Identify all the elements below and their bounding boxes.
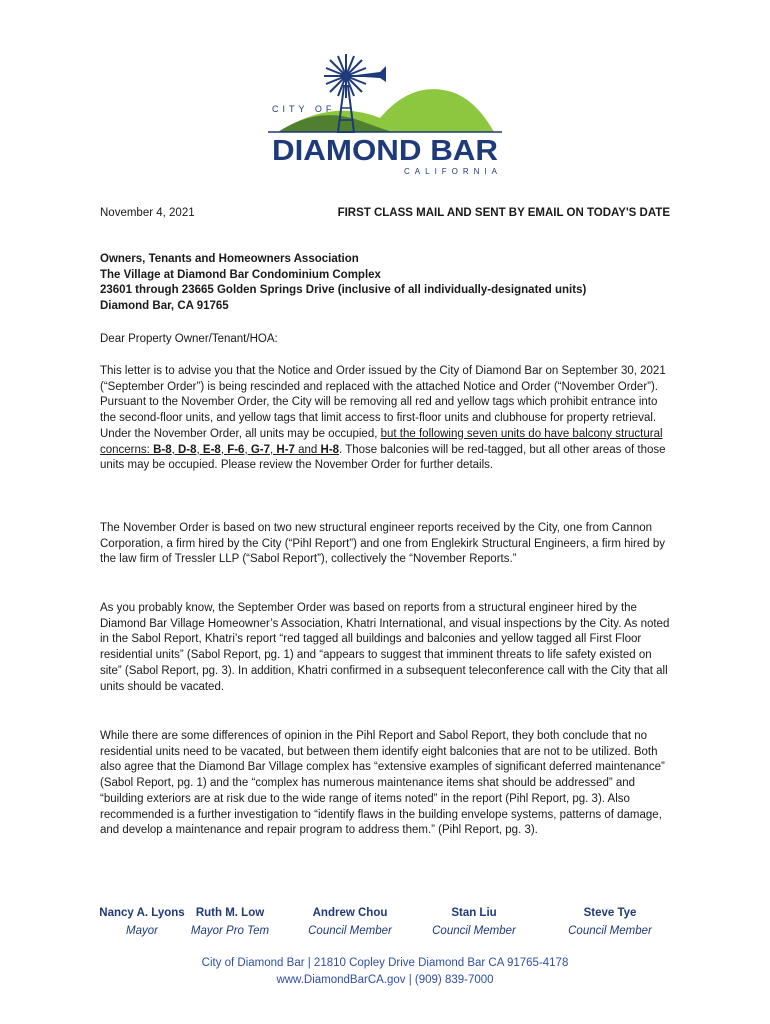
unit-e8: E-8 xyxy=(202,443,221,456)
unit-h8: H-8 xyxy=(320,443,340,456)
council-member xyxy=(186,904,274,940)
diamond-bar-logo-graphic xyxy=(262,46,508,176)
footer-contact: www.DiamondBarCA.gov | (909) 839-7000 xyxy=(276,974,494,986)
council-member xyxy=(300,904,400,940)
member-name: Stan Liu xyxy=(451,907,497,919)
member-role: Council Member xyxy=(308,925,392,937)
council-member xyxy=(98,904,186,940)
units-sep: , xyxy=(270,443,277,456)
footer-address: City of Diamond Bar | 21810 Copley Drive Diamond Bar CA 91765-4178 xyxy=(201,957,569,969)
member-name: Nancy A. Lyons xyxy=(99,907,185,919)
member-role: Mayor xyxy=(126,925,158,937)
member-name: Ruth M. Low xyxy=(195,907,265,919)
unit-g7: G-7 xyxy=(250,443,271,456)
address-line: The Village at Diamond Bar Condominium Complex xyxy=(100,268,381,281)
recipient-address xyxy=(100,252,670,315)
balcony-concern-text: but the following seven units do have balcony structural concerns: xyxy=(100,427,663,456)
units-end: . xyxy=(339,443,343,456)
city-logo xyxy=(262,46,508,176)
address-line: Diamond Bar, CA 91765 xyxy=(100,300,229,313)
logo-state: CALIFORNIA xyxy=(404,167,503,176)
salutation: Dear Property Owner/Tenant/HOA: xyxy=(100,333,278,345)
member-name: Andrew Chou xyxy=(312,907,388,919)
units-sep: and xyxy=(294,443,321,456)
council-member xyxy=(560,904,660,940)
paragraph-1-tail: Those balconies will be red-tagged, but all other areas of those units may be occupied. Please review the November Order for further details. xyxy=(100,443,666,472)
mail-notice: FIRST CLASS MAIL AND SENT BY EMAIL ON TODAY'S DATE xyxy=(337,207,670,219)
paragraph-1 xyxy=(100,364,670,474)
paragraph-3: As you probably know, the September Order was based on reports from a structural engineer hired by the Diamond Bar Village Homeowner’s Association, Khatri International, and visual inspections by the City. As noted in the Sabol Report, Khatri’s report “red tagged all buildings and balconies and yellow tagged all First Floor residential units” (Sabol Report, pg. 1) and “appears to suggest that imminent threats to life safety existed on site” (Sabol Report, pg. 3). In addition, Khatri confirmed in a subsequent teleconference call with the City that all units should be vacated. xyxy=(100,602,670,693)
unit-b8: B-8 xyxy=(153,443,172,456)
units-sep: , xyxy=(171,443,178,456)
council-members xyxy=(0,904,770,944)
address-line: Owners, Tenants and Homeowners Association xyxy=(100,253,359,265)
member-role: Mayor Pro Tem xyxy=(190,925,270,937)
paragraph-1-text: This letter is to advise you that the Notice and Order issued by the City of Diamond Bar on September 30, 2021 (“September Order”) is being rescinded and replaced with the attached Notice and Order (“November Order”). Pursuant to the November Order, the City will be removing all red and yellow tags which prohibit entrance into the second-floor units, and yellow tags that limit access to first-floor units and clubhouse for property retrieval. Under the November Order, all units may be occupied, xyxy=(100,365,666,440)
logo-name: DIAMOND BAR xyxy=(272,135,499,167)
address-line: 23601 through 23665 Golden Springs Drive (inclusive of all individually-designated units) xyxy=(100,284,587,297)
member-role: Council Member xyxy=(432,925,516,937)
unit-d8: D-8 xyxy=(177,443,197,456)
logo-city-of: CITY OF xyxy=(272,104,336,114)
dateline xyxy=(100,207,670,223)
letter-date: November 4, 2021 xyxy=(100,207,195,219)
council-member xyxy=(424,904,524,940)
unit-h7: H-7 xyxy=(276,443,295,456)
unit-f6: F-6 xyxy=(227,443,245,456)
letterhead-footer xyxy=(0,955,770,989)
paragraph-4: While there are some differences of opinion in the Pihl Report and Sabol Report, they both conclude that no residential units need to be vacated, but between them identify eight balconies that are not to be utilized. Both also agree that the Diamond Bar Village complex has “extensive examples of significant deferred maintenance” (Sabol Report, pg. 1) and the “complex has numerous maintenance items shat should be addressed” and “building exteriors are at risk due to the wide range of items noted” in the report (Pihl Report, pg. 3). Also recommended is a further investigation to “identify flaws in the building envelope systems, patterns of damage, and develop a maintenance and repair program to address them.” (Pihl Report, pg. 3). xyxy=(100,730,665,837)
units-sep: , xyxy=(244,443,251,456)
member-role: Council Member xyxy=(568,925,652,937)
paragraph-2: The November Order is based on two new structural engineer reports received by the City, one from Cannon Corporation, a firm hired by the City (“Pihl Report”) and one from Englekirk Structural Engineers, a firm hired by the law firm of Tressler LLP (“Sabol Report”), collectively the “November Reports.” xyxy=(100,522,666,566)
units-sep: , xyxy=(220,443,228,456)
member-name: Steve Tye xyxy=(583,907,637,919)
units-sep: , xyxy=(196,443,203,456)
